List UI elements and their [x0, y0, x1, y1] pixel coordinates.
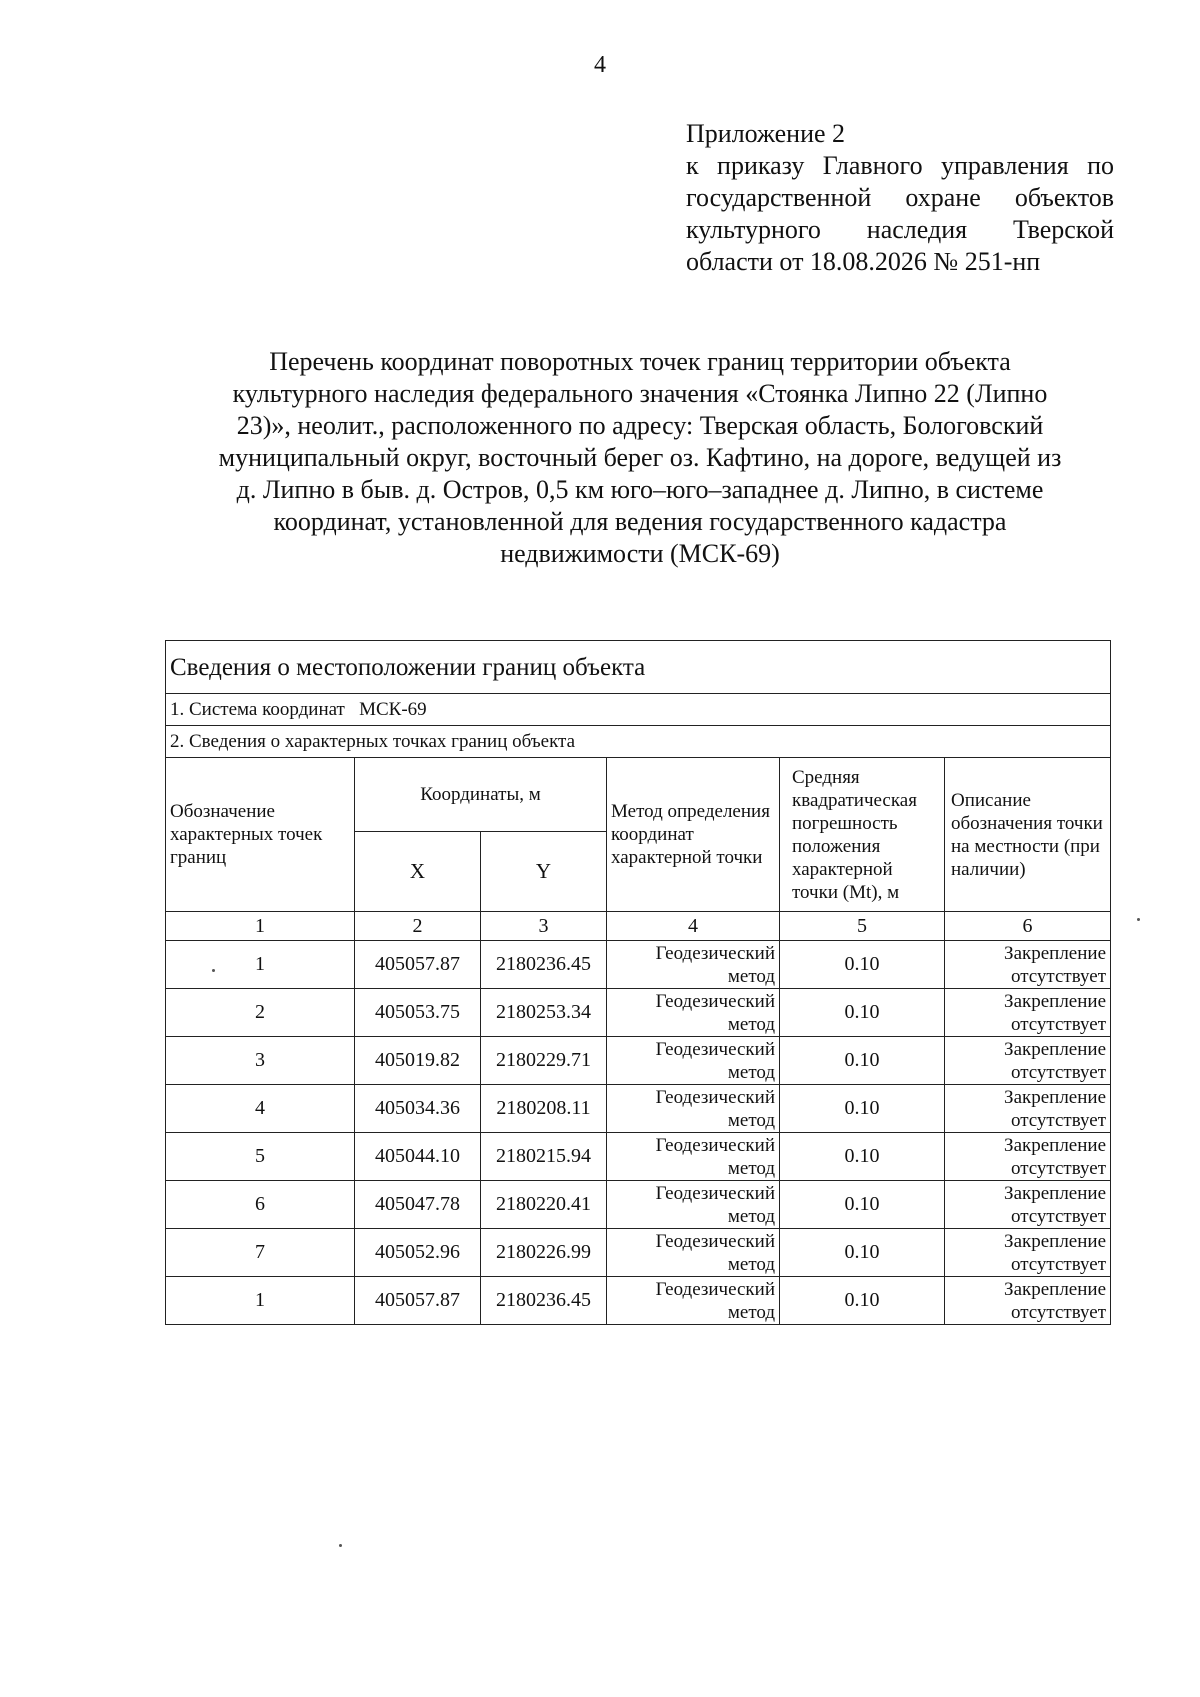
appendix-line-4: культурного наследия Тверской: [686, 215, 1114, 244]
method-line-2: метод: [727, 965, 775, 987]
table-row: [166, 1085, 1111, 1133]
method-cell: [607, 1037, 780, 1085]
method-line-1: Геодезический: [655, 1086, 775, 1108]
coord-y: 2180220.41: [481, 1181, 607, 1229]
description-cell: [945, 1229, 1111, 1277]
table-row: [166, 1277, 1111, 1325]
method-line-2: метод: [727, 1205, 775, 1227]
description-cell: [945, 1037, 1111, 1085]
error-value: 0.10: [780, 1277, 945, 1325]
description-line-2: отсутствует: [1010, 1109, 1107, 1131]
description-cell: [945, 1181, 1111, 1229]
table-row: [166, 989, 1111, 1037]
point-designation: 1: [166, 1277, 355, 1325]
coord-x: 405047.78: [355, 1181, 481, 1229]
section-title: Сведения о местоположении границ объекта: [166, 641, 1111, 694]
error-value: 0.10: [780, 1181, 945, 1229]
description-line-1: Закрепление: [1004, 1038, 1107, 1060]
title-line-4: муниципальный округ, восточный берег оз. Кафтино, на дороге, ведущей из: [218, 443, 1062, 472]
method-line-2: метод: [727, 1109, 775, 1131]
header-coordinates: Координаты, м: [355, 758, 607, 832]
method-line-2: метод: [727, 1157, 775, 1179]
header-y: Y: [481, 832, 607, 912]
description-line-2: отсутствует: [1010, 1205, 1107, 1227]
description-cell: [945, 1085, 1111, 1133]
col-number: 4: [607, 912, 780, 941]
method-line-1: Геодезический: [655, 1230, 775, 1252]
method-line-2: метод: [727, 1013, 775, 1035]
point-designation: 3: [166, 1037, 355, 1085]
description-cell: [945, 1277, 1111, 1325]
method-cell: [607, 989, 780, 1037]
column-numbers-row: [166, 912, 1111, 941]
description-line-2: отсутствует: [1010, 1301, 1107, 1323]
description-line-2: отсутствует: [1010, 965, 1107, 987]
point-designation: 4: [166, 1085, 355, 1133]
table-row: [166, 941, 1111, 989]
appendix-line-3: государственной охране объектов: [686, 183, 1114, 212]
description-line-2: отсутствует: [1010, 1061, 1107, 1083]
coord-x: 405052.96: [355, 1229, 481, 1277]
method-line-2: метод: [727, 1301, 775, 1323]
coordinate-system: 1. Система координат МСК-69: [166, 694, 1111, 726]
method-line-1: Геодезический: [655, 942, 775, 964]
method-line-1: Геодезический: [655, 990, 775, 1012]
col-number: 2: [355, 912, 481, 941]
method-line-1: Геодезический: [655, 1182, 775, 1204]
error-value: 0.10: [780, 1133, 945, 1181]
description-cell: [945, 1133, 1111, 1181]
header-method: Метод определения координат характерной точки: [607, 758, 780, 912]
header-x: X: [355, 832, 481, 912]
method-line-1: Геодезический: [655, 1278, 775, 1300]
title-line-1: Перечень координат поворотных точек границ территории объекта: [269, 347, 1011, 376]
error-value: 0.10: [780, 1085, 945, 1133]
table-row: [166, 1037, 1111, 1085]
appendix-line-2: к приказу Главного управления по: [686, 151, 1114, 180]
title-line-3: 23)», неолит., расположенного по адресу: Тверская область, Бологовский: [236, 411, 1044, 440]
description-line-1: Закрепление: [1004, 1182, 1107, 1204]
method-line-1: Геодезический: [655, 1038, 775, 1060]
method-cell: [607, 1277, 780, 1325]
description-line-2: отсутствует: [1010, 1013, 1107, 1035]
method-cell: [607, 1181, 780, 1229]
col-number: 3: [481, 912, 607, 941]
page-number: 4: [594, 52, 606, 78]
scan-speck: [339, 1544, 342, 1547]
table-row: [166, 1229, 1111, 1277]
coord-y: 2180253.34: [481, 989, 607, 1037]
header-designation: Обозначение характерных точек границ: [166, 758, 355, 912]
point-designation: 6: [166, 1181, 355, 1229]
description-line-1: Закрепление: [1004, 990, 1107, 1012]
coord-y: 2180229.71: [481, 1037, 607, 1085]
point-designation: 2: [166, 989, 355, 1037]
boundary-points-table: [165, 640, 1111, 1325]
col-number: 6: [945, 912, 1111, 941]
description-cell: [945, 989, 1111, 1037]
error-value: 0.10: [780, 1229, 945, 1277]
description-line-1: Закрепление: [1004, 942, 1107, 964]
coord-x: 405053.75: [355, 989, 481, 1037]
title-line-7: недвижимости (МСК-69): [500, 539, 780, 568]
method-cell: [607, 941, 780, 989]
table-row: [166, 1181, 1111, 1229]
title-line-2: культурного наследия федерального значения «Стоянка Липно 22 (Липно: [232, 379, 1048, 408]
description-line-2: отсутствует: [1010, 1157, 1107, 1179]
description-line-1: Закрепление: [1004, 1230, 1107, 1252]
col-number: 1: [166, 912, 355, 941]
coord-y: 2180236.45: [481, 941, 607, 989]
method-cell: [607, 1229, 780, 1277]
error-value: 0.10: [780, 989, 945, 1037]
description-line-2: отсутствует: [1010, 1253, 1107, 1275]
description-line-1: Закрепление: [1004, 1134, 1107, 1156]
coord-y: 2180236.45: [481, 1277, 607, 1325]
point-designation: 5: [166, 1133, 355, 1181]
method-cell: [607, 1085, 780, 1133]
coord-x: 405044.10: [355, 1133, 481, 1181]
coord-y: 2180215.94: [481, 1133, 607, 1181]
title-line-5: д. Липно в быв. д. Остров, 0,5 км юго–юго–западнее д. Липно, в системе: [236, 475, 1044, 504]
method-cell: [607, 1133, 780, 1181]
points-section-title: 2. Сведения о характерных точках границ объекта: [166, 726, 1111, 758]
appendix-line-1: Приложение 2: [686, 119, 846, 148]
coord-x: 405057.87: [355, 1277, 481, 1325]
scan-speck: [1137, 918, 1140, 921]
description-line-1: Закрепление: [1004, 1278, 1107, 1300]
document-title: [170, 346, 1110, 570]
description-cell: [945, 941, 1111, 989]
scan-speck: [212, 969, 215, 972]
description-line-1: Закрепление: [1004, 1086, 1107, 1108]
point-designation: 7: [166, 1229, 355, 1277]
method-line-1: Геодезический: [655, 1134, 775, 1156]
coord-y: 2180208.11: [481, 1085, 607, 1133]
coord-x: 405034.36: [355, 1085, 481, 1133]
col-number: 5: [780, 912, 945, 941]
method-line-2: метод: [727, 1253, 775, 1275]
coord-x: 405019.82: [355, 1037, 481, 1085]
title-line-6: координат, установленной для ведения государственного кадастра: [273, 507, 1007, 536]
appendix-line-5: области от 18.08.2026 № 251-нп: [686, 247, 1041, 276]
coord-y: 2180226.99: [481, 1229, 607, 1277]
header-error: Средняя квадратическая погрешность положения характерной точки (Mt), м: [780, 758, 945, 912]
coord-x: 405057.87: [355, 941, 481, 989]
appendix-header: [686, 118, 1114, 278]
error-value: 0.10: [780, 1037, 945, 1085]
error-value: 0.10: [780, 941, 945, 989]
point-designation: 1: [166, 941, 355, 989]
table-row: [166, 1133, 1111, 1181]
header-description: Описание обозначения точки на местности (при наличии): [945, 758, 1111, 912]
method-line-2: метод: [727, 1061, 775, 1083]
